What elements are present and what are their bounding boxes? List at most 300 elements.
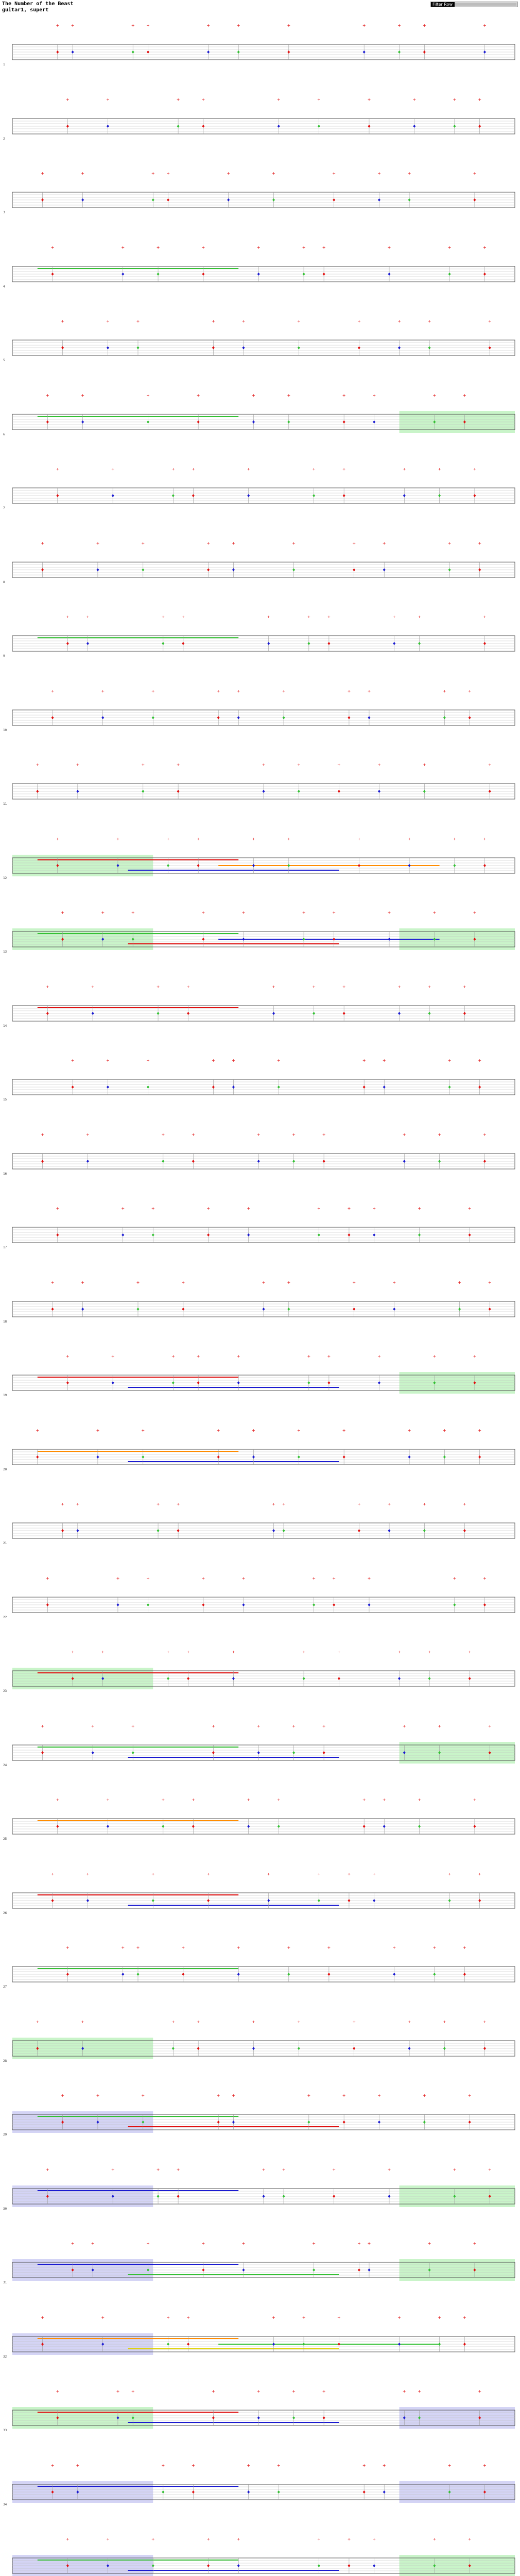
beat-marker: + xyxy=(332,1575,336,1581)
beat-marker: + xyxy=(292,2389,296,2394)
note-marker xyxy=(157,1012,160,1015)
note-marker xyxy=(237,1973,240,1976)
beat-marker: + xyxy=(438,2315,441,2320)
note-marker xyxy=(313,1603,315,1606)
beat-marker: + xyxy=(216,688,220,693)
row-number: 1 xyxy=(3,63,5,66)
beat-marker: + xyxy=(297,762,301,767)
note-marker xyxy=(172,2047,175,2050)
song-title: The Number of the Beast xyxy=(2,1,74,7)
beat-marker: + xyxy=(161,2463,165,2468)
staff-row xyxy=(0,241,520,302)
note-marker xyxy=(393,642,395,645)
note-marker xyxy=(192,494,195,497)
note-marker xyxy=(483,2047,486,2050)
beat-marker: + xyxy=(71,23,75,28)
note-marker xyxy=(323,2416,325,2419)
beat-marker: + xyxy=(483,23,487,28)
beat-marker: + xyxy=(332,910,336,915)
note-marker xyxy=(46,1603,49,1606)
beat-marker: + xyxy=(337,762,341,767)
note-marker xyxy=(192,1825,195,1828)
beat-marker: + xyxy=(302,910,306,915)
note-marker xyxy=(307,1381,310,1384)
beat-marker: + xyxy=(131,2389,135,2394)
row-number: 20 xyxy=(3,1467,7,1471)
note-marker xyxy=(212,1086,215,1089)
staff-svg xyxy=(0,314,520,376)
beat-marker: + xyxy=(463,984,466,989)
beat-marker: + xyxy=(387,1502,391,1506)
beat-marker: + xyxy=(252,1428,255,1433)
beat-marker: + xyxy=(367,1575,371,1581)
beat-marker: + xyxy=(387,245,391,250)
note-marker xyxy=(348,2564,350,2567)
note-marker xyxy=(278,125,280,128)
note-marker xyxy=(237,2564,240,2567)
row-number: 23 xyxy=(3,1689,7,1693)
beat-marker: + xyxy=(312,984,316,989)
row-number: 15 xyxy=(3,1098,7,1101)
note-marker xyxy=(358,2268,360,2272)
beat-marker: + xyxy=(201,245,205,250)
note-marker xyxy=(378,198,380,201)
note-marker xyxy=(96,568,99,571)
note-marker xyxy=(247,1233,250,1236)
beat-marker: + xyxy=(131,910,135,915)
beat-marker: + xyxy=(282,1502,286,1506)
note-marker xyxy=(202,125,204,128)
beat-marker: + xyxy=(256,1132,261,1137)
beat-marker: + xyxy=(186,2315,190,2320)
note-marker xyxy=(36,1455,39,1459)
beat-marker: + xyxy=(347,688,351,693)
staff-row xyxy=(0,906,520,968)
note-marker xyxy=(107,346,109,349)
beat-marker: + xyxy=(427,319,431,324)
beat-marker: + xyxy=(367,97,371,102)
note-marker xyxy=(469,2121,471,2124)
note-marker xyxy=(398,1677,401,1680)
beat-marker: + xyxy=(307,1354,311,1359)
row-number: 16 xyxy=(3,1172,7,1176)
note-marker xyxy=(368,716,370,719)
staff-svg xyxy=(0,2163,520,2225)
note-marker xyxy=(473,494,476,497)
beat-marker: + xyxy=(488,1280,492,1285)
staff-svg xyxy=(0,2532,520,2576)
beat-marker: + xyxy=(407,1428,411,1433)
note-marker xyxy=(56,50,59,54)
note-marker xyxy=(202,1603,204,1606)
staff-row xyxy=(0,1645,520,1707)
staff-row xyxy=(0,1201,520,1263)
beat-marker: + xyxy=(418,2389,421,2394)
note-marker xyxy=(122,1233,124,1236)
note-marker xyxy=(313,494,315,497)
note-marker xyxy=(298,790,300,793)
note-marker xyxy=(428,1012,431,1015)
beat-marker: + xyxy=(50,245,55,250)
note-marker xyxy=(469,1677,471,1680)
beat-marker: + xyxy=(106,319,110,324)
note-marker xyxy=(177,790,180,793)
note-marker xyxy=(453,1603,456,1606)
beat-marker: + xyxy=(488,1723,492,1728)
row-number: 3 xyxy=(3,211,5,214)
beat-marker: + xyxy=(382,2463,386,2468)
note-marker xyxy=(272,198,275,201)
note-marker xyxy=(408,2047,411,2050)
beat-marker: + xyxy=(418,1206,421,1211)
beat-marker: + xyxy=(483,2463,487,2468)
beat-marker: + xyxy=(236,1354,240,1359)
staff-row xyxy=(0,610,520,672)
beat-marker: + xyxy=(121,1945,125,1950)
staff-svg xyxy=(0,2311,520,2372)
note-marker xyxy=(232,1086,235,1089)
beat-marker: + xyxy=(146,393,150,398)
note-marker xyxy=(353,1308,355,1311)
note-marker xyxy=(373,2564,375,2567)
staff-svg xyxy=(0,2015,520,2077)
note-marker xyxy=(142,1455,144,1459)
beat-marker: + xyxy=(372,393,376,398)
staff-svg xyxy=(0,241,520,302)
beat-marker: + xyxy=(86,615,90,619)
note-marker xyxy=(157,1529,160,1532)
beat-marker: + xyxy=(418,1798,421,1802)
note-marker xyxy=(46,420,49,423)
beat-marker: + xyxy=(56,1206,60,1211)
note-marker xyxy=(443,1455,446,1459)
staff-svg xyxy=(0,1719,520,1781)
staff-svg xyxy=(0,1571,520,1633)
staff-row xyxy=(0,314,520,376)
staff-row xyxy=(0,2459,520,2520)
row-number: 13 xyxy=(3,950,7,954)
staff-row xyxy=(0,462,520,524)
note-marker xyxy=(202,938,204,941)
note-marker xyxy=(237,1381,240,1384)
beat-marker: + xyxy=(392,1945,396,1950)
beat-marker: + xyxy=(463,393,466,398)
note-marker xyxy=(373,1899,375,1902)
note-marker xyxy=(298,346,300,349)
note-marker xyxy=(338,790,340,793)
staff-svg xyxy=(0,610,520,672)
beat-marker: + xyxy=(252,836,255,841)
beat-marker: + xyxy=(267,1871,271,1876)
beat-marker: + xyxy=(312,467,316,471)
beat-marker: + xyxy=(447,245,452,250)
note-marker xyxy=(303,938,305,941)
note-marker xyxy=(463,1973,466,1976)
beat-marker: + xyxy=(402,2389,406,2394)
staff-row xyxy=(0,1793,520,1855)
note-marker xyxy=(338,1677,340,1680)
beat-marker: + xyxy=(106,1058,110,1063)
note-marker xyxy=(41,1160,44,1163)
beat-marker: + xyxy=(377,171,381,176)
beat-marker: + xyxy=(362,1798,366,1802)
note-marker xyxy=(292,1160,295,1163)
note-marker xyxy=(272,2343,275,2346)
staff-svg xyxy=(0,93,520,155)
beat-marker: + xyxy=(392,615,396,619)
note-marker xyxy=(393,1308,395,1311)
note-marker xyxy=(428,1677,431,1680)
beat-marker: + xyxy=(236,1945,240,1950)
staff-row xyxy=(0,2163,520,2225)
beat-marker: + xyxy=(50,688,55,693)
beat-marker: + xyxy=(146,1575,150,1581)
beat-marker: + xyxy=(297,319,301,324)
note-marker xyxy=(278,1825,280,1828)
beat-marker: + xyxy=(201,910,205,915)
note-marker xyxy=(443,716,446,719)
staff-row xyxy=(0,19,520,80)
beat-marker: + xyxy=(166,836,170,841)
note-marker xyxy=(343,1455,345,1459)
beat-marker: + xyxy=(96,1428,100,1433)
beat-marker: + xyxy=(41,1132,44,1137)
beat-marker: + xyxy=(247,2463,251,2468)
beat-marker: + xyxy=(141,540,145,546)
beat-marker: + xyxy=(66,615,70,619)
beat-marker: + xyxy=(483,245,487,250)
beat-marker: + xyxy=(111,1354,115,1359)
beat-marker: + xyxy=(297,2019,301,2024)
row-number: 7 xyxy=(3,506,5,510)
beat-marker: + xyxy=(36,762,40,767)
beat-marker: + xyxy=(86,1871,90,1876)
beat-marker: + xyxy=(292,1723,296,1728)
staff-svg xyxy=(0,1128,520,1190)
note-marker xyxy=(247,1825,250,1828)
beat-marker: + xyxy=(488,2167,492,2172)
note-marker xyxy=(112,494,114,497)
beat-marker: + xyxy=(327,1945,331,1950)
beat-marker: + xyxy=(282,688,286,693)
beat-marker: + xyxy=(322,1132,326,1137)
staff-svg xyxy=(0,1423,520,1485)
row-number: 34 xyxy=(3,2502,7,2506)
beat-marker: + xyxy=(352,1280,356,1285)
row-number: 9 xyxy=(3,654,5,658)
note-marker xyxy=(363,1825,366,1828)
note-marker xyxy=(318,2564,320,2567)
beat-marker: + xyxy=(66,1354,70,1359)
note-marker xyxy=(107,1825,109,1828)
beat-marker: + xyxy=(407,836,411,841)
staff-row xyxy=(0,1276,520,1337)
note-marker xyxy=(438,2343,441,2346)
note-marker xyxy=(217,1455,220,1459)
note-marker xyxy=(137,1973,140,1976)
beat-marker: + xyxy=(467,688,472,693)
note-marker xyxy=(86,1899,89,1902)
note-marker xyxy=(227,198,230,201)
note-marker xyxy=(81,420,84,423)
note-marker xyxy=(327,1381,330,1384)
beat-marker: + xyxy=(453,97,457,102)
filter-row-control[interactable] xyxy=(430,2,518,7)
note-marker xyxy=(66,642,69,645)
note-marker xyxy=(202,2268,204,2272)
filter-row-slider[interactable] xyxy=(455,3,516,6)
row-number: 27 xyxy=(3,1985,7,1989)
beat-marker: + xyxy=(247,1206,251,1211)
beat-marker: + xyxy=(252,2019,255,2024)
beat-marker: + xyxy=(473,171,477,176)
beat-marker: + xyxy=(212,1723,215,1728)
note-marker xyxy=(152,1899,154,1902)
beat-marker: + xyxy=(276,97,281,102)
beat-marker: + xyxy=(136,1280,140,1285)
beat-marker: + xyxy=(287,836,291,841)
beat-marker: + xyxy=(41,540,44,546)
beat-marker: + xyxy=(387,2167,391,2172)
note-marker xyxy=(378,1381,380,1384)
note-marker xyxy=(343,420,345,423)
note-marker xyxy=(86,1160,89,1163)
beat-marker: + xyxy=(317,1871,321,1876)
beat-marker: + xyxy=(478,1058,482,1063)
note-marker xyxy=(287,420,290,423)
beat-marker: + xyxy=(302,2315,306,2320)
note-marker xyxy=(283,716,285,719)
beat-marker: + xyxy=(141,2093,145,2098)
beat-marker: + xyxy=(111,2167,115,2172)
beat-marker: + xyxy=(432,910,437,915)
note-marker xyxy=(463,1012,466,1015)
beat-marker: + xyxy=(357,319,361,324)
beat-marker: + xyxy=(342,393,346,398)
beat-marker: + xyxy=(131,1723,135,1728)
staff-svg xyxy=(0,832,520,894)
beat-marker: + xyxy=(56,836,60,841)
beat-marker: + xyxy=(247,1798,251,1802)
beat-marker: + xyxy=(81,2019,84,2024)
beat-marker: + xyxy=(332,2167,336,2172)
note-marker xyxy=(388,938,391,941)
note-marker xyxy=(81,1308,84,1311)
beat-marker: + xyxy=(317,1206,321,1211)
beat-marker: + xyxy=(56,467,60,471)
note-marker xyxy=(287,1308,290,1311)
note-marker xyxy=(232,568,235,571)
beat-marker: + xyxy=(438,1132,441,1137)
beat-marker: + xyxy=(146,23,150,28)
beat-marker: + xyxy=(196,836,200,841)
note-marker xyxy=(333,2195,335,2198)
beat-marker: + xyxy=(206,1871,210,1876)
note-marker xyxy=(483,1603,486,1606)
row-number: 21 xyxy=(3,1541,7,1545)
beat-marker: + xyxy=(186,984,190,989)
staff-row xyxy=(0,1128,520,1190)
note-marker xyxy=(172,1381,175,1384)
note-marker xyxy=(287,1973,290,1976)
note-marker xyxy=(76,1529,79,1532)
beat-marker: + xyxy=(236,23,240,28)
note-marker xyxy=(267,642,270,645)
beat-marker: + xyxy=(347,1871,351,1876)
note-marker xyxy=(142,790,144,793)
row-number: 6 xyxy=(3,432,5,436)
beat-marker: + xyxy=(483,1575,487,1581)
staff-row xyxy=(0,980,520,1042)
row-number: 26 xyxy=(3,1911,7,1915)
beat-marker: + xyxy=(392,1280,396,1285)
beat-marker: + xyxy=(478,97,482,102)
beat-marker: + xyxy=(407,171,411,176)
note-marker xyxy=(207,2564,210,2567)
note-marker xyxy=(263,790,265,793)
note-marker xyxy=(162,1160,164,1163)
beat-marker: + xyxy=(161,1798,165,1802)
note-marker xyxy=(333,938,335,941)
beat-marker: + xyxy=(357,2241,361,2246)
staff-row xyxy=(0,388,520,450)
note-marker xyxy=(36,790,39,793)
beat-marker: + xyxy=(121,245,125,250)
note-marker xyxy=(483,273,486,276)
beat-marker: + xyxy=(106,97,110,102)
beat-marker: + xyxy=(447,2463,452,2468)
staff-row xyxy=(0,684,520,746)
beat-marker: + xyxy=(292,1132,296,1137)
note-marker xyxy=(448,1899,451,1902)
note-marker xyxy=(197,1381,200,1384)
beat-marker: + xyxy=(473,2241,477,2246)
beat-marker: + xyxy=(467,2537,472,2541)
note-marker xyxy=(147,1086,149,1089)
note-marker xyxy=(318,1899,320,1902)
beat-marker: + xyxy=(478,1428,482,1433)
note-marker xyxy=(187,1677,189,1680)
note-marker xyxy=(327,642,330,645)
row-number: 17 xyxy=(3,1246,7,1249)
beat-marker: + xyxy=(362,2463,366,2468)
beat-marker: + xyxy=(45,2167,49,2172)
beat-marker: + xyxy=(467,1650,472,1654)
beat-marker: + xyxy=(232,540,235,546)
note-marker xyxy=(388,273,391,276)
note-marker xyxy=(72,1086,74,1089)
beat-marker: + xyxy=(483,2019,487,2024)
beat-marker: + xyxy=(447,1871,452,1876)
staff-row xyxy=(0,93,520,155)
beat-marker: + xyxy=(276,1798,281,1802)
note-marker xyxy=(292,2416,295,2419)
beat-marker: + xyxy=(76,2463,80,2468)
note-marker xyxy=(478,1455,481,1459)
note-marker xyxy=(242,1603,245,1606)
note-marker xyxy=(242,346,245,349)
beat-marker: + xyxy=(488,319,492,324)
beat-marker: + xyxy=(196,2019,200,2024)
beat-marker: + xyxy=(372,1871,376,1876)
note-marker xyxy=(92,1751,94,1754)
note-marker xyxy=(483,50,486,54)
note-marker xyxy=(51,716,54,719)
beat-marker: + xyxy=(342,1428,346,1433)
staff-svg xyxy=(0,1793,520,1855)
beat-marker: + xyxy=(96,2093,100,2098)
row-number: 28 xyxy=(3,2059,7,2063)
